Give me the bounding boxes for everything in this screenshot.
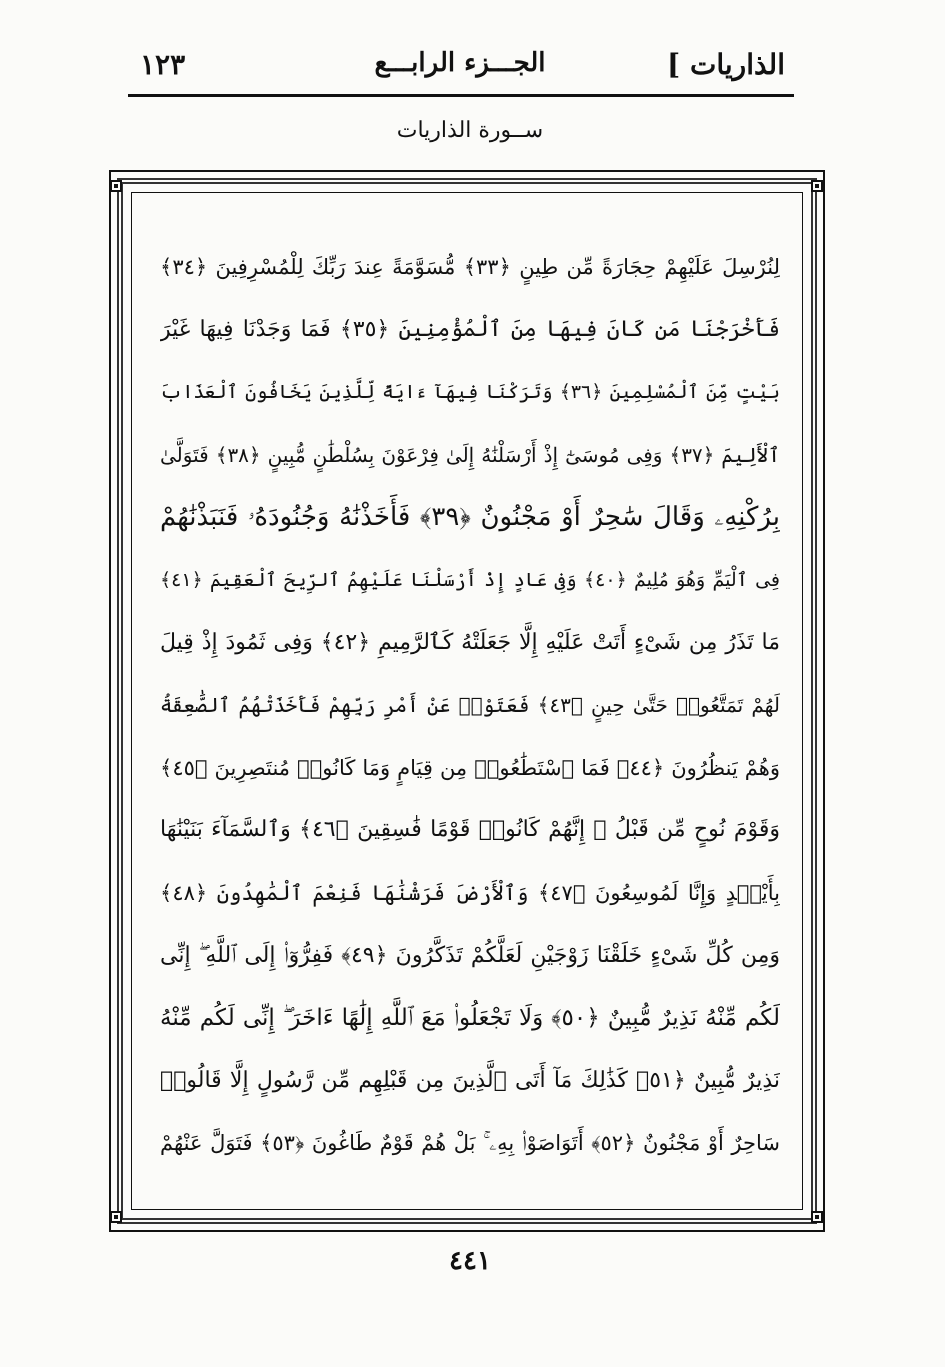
verse-line: لَكُم مِّنْهُ نَذِيرٌ مُّبِينٌ ﴿٥٠﴾ وَلَا تَجْعَلُوا۟ مَعَ ٱللَّهِ إِلَٰهًا ءَاخَرَ ۖ إِنِّى لَكُم مِّنْهُ	[160, 1005, 780, 1032]
frame-corner-ornament	[811, 1211, 823, 1223]
surah-title: ســورة الذاريات	[396, 118, 544, 143]
verse-line: فِى ٱلْيَمِّ وَهُوَ مُلِيمٌ ﴿٤٠﴾ وَفِى عَادٍ إِذْ أَرْسَلْنَا عَلَيْهِمُ ٱلرِّيحَ ٱلْعَقِيمَ ﴿٤١﴾	[160, 568, 780, 591]
verse-line: ٱلْأَلِيمَ ﴿٣٧﴾ وَفِى مُوسَىٰٓ إِذْ أَرْسَلْنَٰهُ إِلَىٰ فِرْعَوْنَ بِسُلْطَٰنٍ مُّبِينٍ ﴿٣٨﴾ فَتَوَلَّىٰ	[160, 442, 780, 467]
verse-line: بَيْتٍ مِّنَ ٱلْمُسْلِمِينَ ﴿٣٦﴾ وَتَرَكْنَا فِيهَآ ءَايَةً لِّلَّذِينَ يَخَافُونَ ٱلْعَذَابَ	[160, 381, 780, 404]
verse-line: لَهُمْ تَمَتَّعُوا۟ حَتَّىٰ حِينٍ ﴿٤٣﴾ فَعَتَوْا۟ عَنْ أَمْرِ رَبِّهِمْ فَأَخَذَتْهُمُ ٱلصَّٰعِقَةُ	[160, 693, 780, 718]
verse-line: مَا تَذَرُ مِن شَىْءٍ أَتَتْ عَلَيْهِ إِلَّا جَعَلَتْهُ كَٱلرَّمِيمِ ﴿٤٢﴾ وَفِى ثَمُودَ إِذْ قِيلَ	[160, 629, 780, 655]
verse-line: وَمِن كُلِّ شَىْءٍ خَلَقْنَا زَوْجَيْنِ لَعَلَّكُمْ تَذَكَّرُونَ ﴿٤٩﴾ فَفِرُّوٓا۟ إِلَى ٱللَّهِ ۖ إِنِّى	[160, 942, 780, 968]
header-page-number: ١٢٣	[140, 48, 186, 81]
frame-corner-ornament	[110, 1211, 122, 1223]
header-rule	[128, 94, 794, 97]
header-juz-name: الجـــزء الرابـــع	[374, 48, 546, 78]
verse-line: بِأَيْي۟دٍ وَإِنَّا لَمُوسِعُونَ ﴿٤٧﴾ وَٱلْأَرْضَ فَرَشْنَٰهَا فَنِعْمَ ٱلْمَٰهِدُونَ ﴿٤٨﴾	[160, 880, 780, 905]
verse-line: نَذِيرٌ مُّبِينٌ ﴿٥١﴾ كَذَٰلِكَ مَآ أَتَى ٱلَّذِينَ مِن قَبْلِهِم مِّن رَّسُولٍ إِلَّا قَالُوا۟	[160, 1067, 780, 1093]
verse-line: لِنُرْسِلَ عَلَيْهِمْ حِجَارَةً مِّن طِينٍ ﴿٣٣﴾ مُّسَوَّمَةً عِندَ رَبِّكَ لِلْمُسْرِفِينَ ﴿٣٤﴾	[160, 255, 780, 279]
verse-line: وَقَوْمَ نُوحٍ مِّن قَبْلُ ۖ إِنَّهُمْ كَانُوا۟ قَوْمًا فَٰسِقِينَ ﴿٤٦﴾ وَٱلسَّمَآءَ بَنَيْنَٰهَا	[160, 817, 780, 843]
footer-page-number: ٤٤١	[449, 1246, 491, 1276]
verse-line: بِرُكْنِهِۦ وَقَالَ سَٰحِرٌ أَوْ مَجْنُونٌ ﴿٣٩﴾ فَأَخَذْنَٰهُ وَجُنُودَهُۥ فَنَبَذْنَٰهُمْ	[160, 502, 780, 533]
frame-corner-ornament	[811, 180, 823, 192]
verse-text-block	[160, 236, 780, 1175]
frame-corner-ornament	[110, 180, 122, 192]
verse-line: وَهُمْ يَنظُرُونَ ﴿٤٤﴾ فَمَا ٱسْتَطَٰعُوا۟ مِن قِيَامٍ وَمَا كَانُوا۟ مُنتَصِرِينَ ﴿٤٥﴾	[160, 755, 780, 780]
header-surah-name: الذاريات ]	[667, 48, 785, 81]
verse-line: فَأَخْرَجْنَا مَن كَانَ فِيهَا مِنَ ٱلْمُؤْمِنِينَ ﴿٣٥﴾ فَمَا وَجَدْنَا فِيهَا غَيْرَ	[160, 316, 780, 342]
verse-line: سَاحِرٌ أَوْ مَجْنُونٌ ﴿٥٢﴾ أَتَوَاصَوْا۟ بِهِۦ ۚ بَلْ هُمْ قَوْمٌ طَاغُونَ ﴿٥٣﴾ فَتَوَلَّ عَنْهُمْ	[160, 1131, 780, 1156]
